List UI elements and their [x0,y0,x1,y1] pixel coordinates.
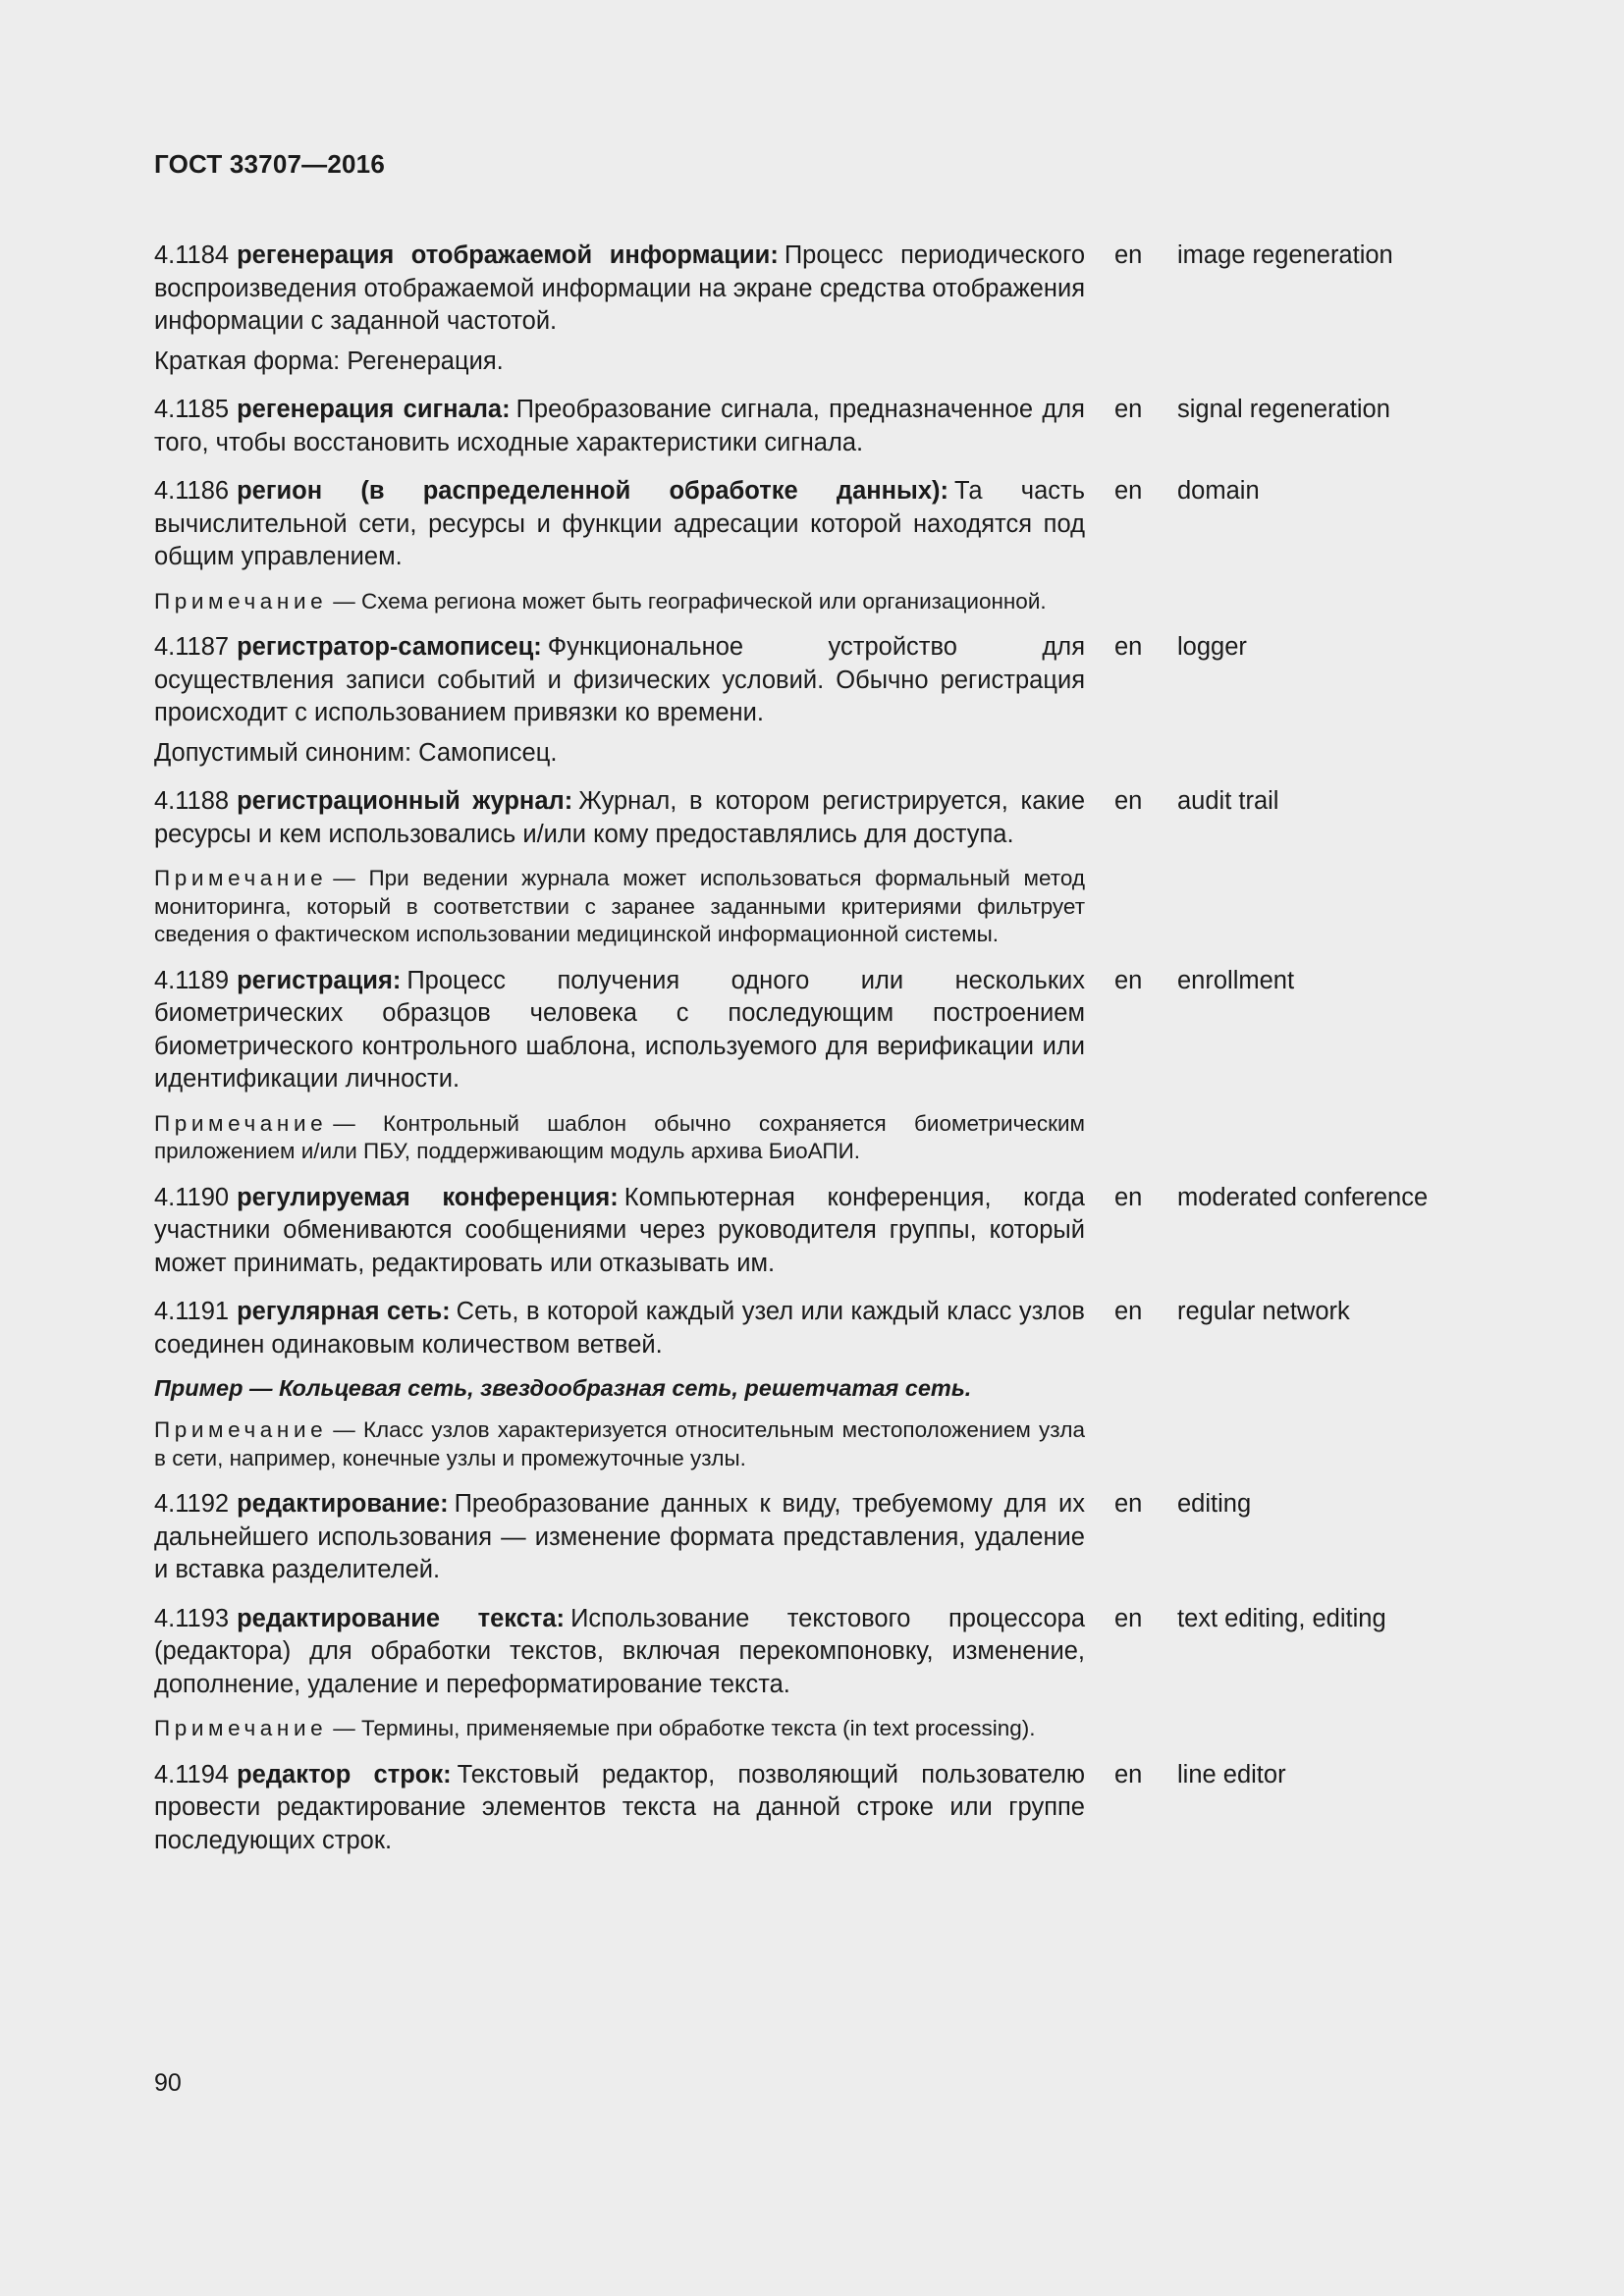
entry-term: регистратор-самописец: [237,633,542,661]
english-equivalent: regular network [1177,1298,1350,1325]
language-code: en [1114,241,1143,269]
page-number: 90 [154,2069,182,2097]
note-label: Примечание [154,588,328,614]
note-label: Примечание [154,1110,328,1136]
glossary-entry [154,475,1529,615]
glossary-entry [154,631,1529,770]
glossary-entry [154,965,1529,1166]
language-code: en [1114,396,1143,423]
entry-number: 4.1190 [154,1183,230,1211]
language-code: en [1114,1760,1143,1789]
note-text: — Термины, применяемые при обработке текста (in text processing). [333,1716,1036,1740]
language-code: en [1114,477,1143,505]
entry-term: регенерация сигнала: [237,396,511,423]
language-code: en [1114,1604,1143,1632]
glossary-entry [154,1296,1529,1472]
entry-number: 4.1188 [154,787,230,815]
glossary-entry [154,1603,1529,1743]
entry-number: 4.1185 [154,396,230,423]
note-label: Примечание [154,1417,328,1442]
entry-definition-text: Сеть, в которой каждый узел или каждый класс узлов соединен одинаковым количеством ветвей. [154,1298,1085,1359]
entry-number: 4.1187 [154,633,230,661]
entry-term: регулярная сеть: [237,1298,451,1325]
entry-term: регулируемая конференция: [237,1183,619,1211]
language-code: en [1114,633,1143,661]
entry-number: 4.1192 [154,1490,230,1518]
page-header: ГОСТ 33707—2016 [154,149,385,179]
entry-definition-text: Процесс получения одного или нескольких биометрических образцов человека с последующим построением биометрического контрольного шаблона, используемого для верификации или идентификации личности. [154,966,1085,1093]
entry-number: 4.1186 [154,477,230,505]
entry-definition-text: Преобразование сигнала, предназначенное для того, чтобы восстановить исходные характеристики сигнала. [154,396,1085,456]
english-equivalent: text editing, editing [1177,1604,1386,1632]
entry-number: 4.1184 [154,241,230,269]
entry-example: Пример — Кольцевая сеть, звездообразная сеть, решетчатая сеть. [154,1375,972,1401]
entry-definition-text: Журнал, в котором регистрируется, какие ресурсы и кем использовались и/или кому предоставлялись для доступа. [154,787,1086,848]
entry-note [154,1416,1085,1472]
entry-number: 4.1194 [154,1760,230,1789]
entry-definition-text: Компьютерная конференция, когда участники обмениваются сообщениями через руководителя группы, который может принимать, редактировать или отказывать им. [154,1183,1085,1277]
entry-number: 4.1189 [154,966,230,994]
glossary-entry [154,240,1529,378]
english-equivalent: domain [1177,477,1260,505]
note-text: — Класс узлов характеризуется относительным местоположением узла в сети, например, конечные узлы и промежуточные узлы. [154,1417,1085,1470]
english-equivalent: signal regeneration [1177,396,1390,423]
entry-definition [154,475,1085,574]
entry-definition [154,1759,1085,1858]
entry-definition-text: Текстовый редактор, позволяющий пользователю провести редактирование элементов текста на данной строке или группе последующих строк. [154,1760,1085,1854]
glossary-entry [154,785,1529,949]
entry-definition [154,1182,1085,1281]
note-label: Примечание [154,1716,328,1740]
entry-definition [154,394,1085,459]
entry-term: редактирование текста: [237,1604,566,1632]
entry-definition [154,240,1085,339]
note-text: — При ведении журнала может использоваться формальный метод мониторинга, который в соответствии с заранее заданными критериями фильтрует сведения о фактическом использовании медицинской информационной системы. [154,866,1085,946]
language-code: en [1114,1183,1143,1211]
note-text: — Схема региона может быть географической или организационной. [333,588,1047,614]
english-equivalent: editing [1177,1490,1252,1518]
entry-number: 4.1191 [154,1298,230,1325]
entry-definition-text: Та часть вычислительной сети, ресурсы и функции адресации которой находятся под общим управлением. [154,477,1085,570]
entry-definition [154,1296,1085,1362]
entry-number: 4.1193 [154,1604,230,1632]
entry-definition [154,785,1085,851]
entry-note [154,588,1085,616]
english-equivalent: enrollment [1177,966,1295,994]
note-label: Примечание [154,866,328,890]
english-equivalent: moderated conference [1177,1183,1429,1211]
language-code: en [1114,966,1143,994]
language-code: en [1114,1490,1143,1518]
entry-term: регион (в распределенной обработке данных): [237,477,948,505]
entry-definition-text: Преобразование данных к виду, требуемому для их дальнейшего использования — изменение формата представления, удаление и вставка разделителей. [154,1490,1085,1583]
language-code: en [1114,787,1143,815]
glossary-entry [154,394,1529,459]
entry-definition-text: Использование текстового процессора (редактора) для обработки текстов, включая перекомпоновку, изменение, дополнение, удаление и переформатирование текста. [154,1604,1086,1698]
entry-definition-text: Процесс периодического воспроизведения отображаемой информации на экране средства отображения информации с заданной частотой. [154,241,1085,335]
english-equivalent: audit trail [1177,787,1279,815]
entry-synonym: Допустимый синоним: Самописец. [154,738,558,767]
entry-term: регистрационный журнал: [237,787,573,815]
entry-definition [154,631,1085,730]
entry-synonym: Краткая форма: Регенерация. [154,347,504,375]
note-text: — Контрольный шаблон обычно сохраняется биометрическим приложением и/или ПБУ, поддерживающим модуль архива БиоАПИ. [154,1110,1085,1163]
entry-definition [154,1488,1085,1587]
glossary-entry [154,1759,1529,1858]
glossary-entries [154,240,1529,1873]
entry-note [154,1110,1085,1166]
language-code: en [1114,1298,1143,1325]
english-equivalent: logger [1177,633,1247,661]
entry-note [154,1715,1085,1743]
glossary-entry [154,1182,1529,1281]
entry-term: регенерация отображаемой информации: [237,241,779,269]
entry-definition [154,1603,1085,1702]
entry-term: регистрация: [237,966,402,994]
entry-definition-text: Функциональное устройство для осуществления записи событий и физических условий. Обычно регистрация происходит с использованием привязки ко времени. [154,633,1085,726]
entry-definition [154,965,1085,1096]
entry-term: редактирование: [237,1490,449,1518]
entry-term: редактор строк: [237,1760,452,1789]
english-equivalent: image regeneration [1177,241,1393,269]
entry-note [154,865,1085,949]
english-equivalent: line editor [1177,1760,1286,1789]
glossary-entry [154,1488,1529,1587]
